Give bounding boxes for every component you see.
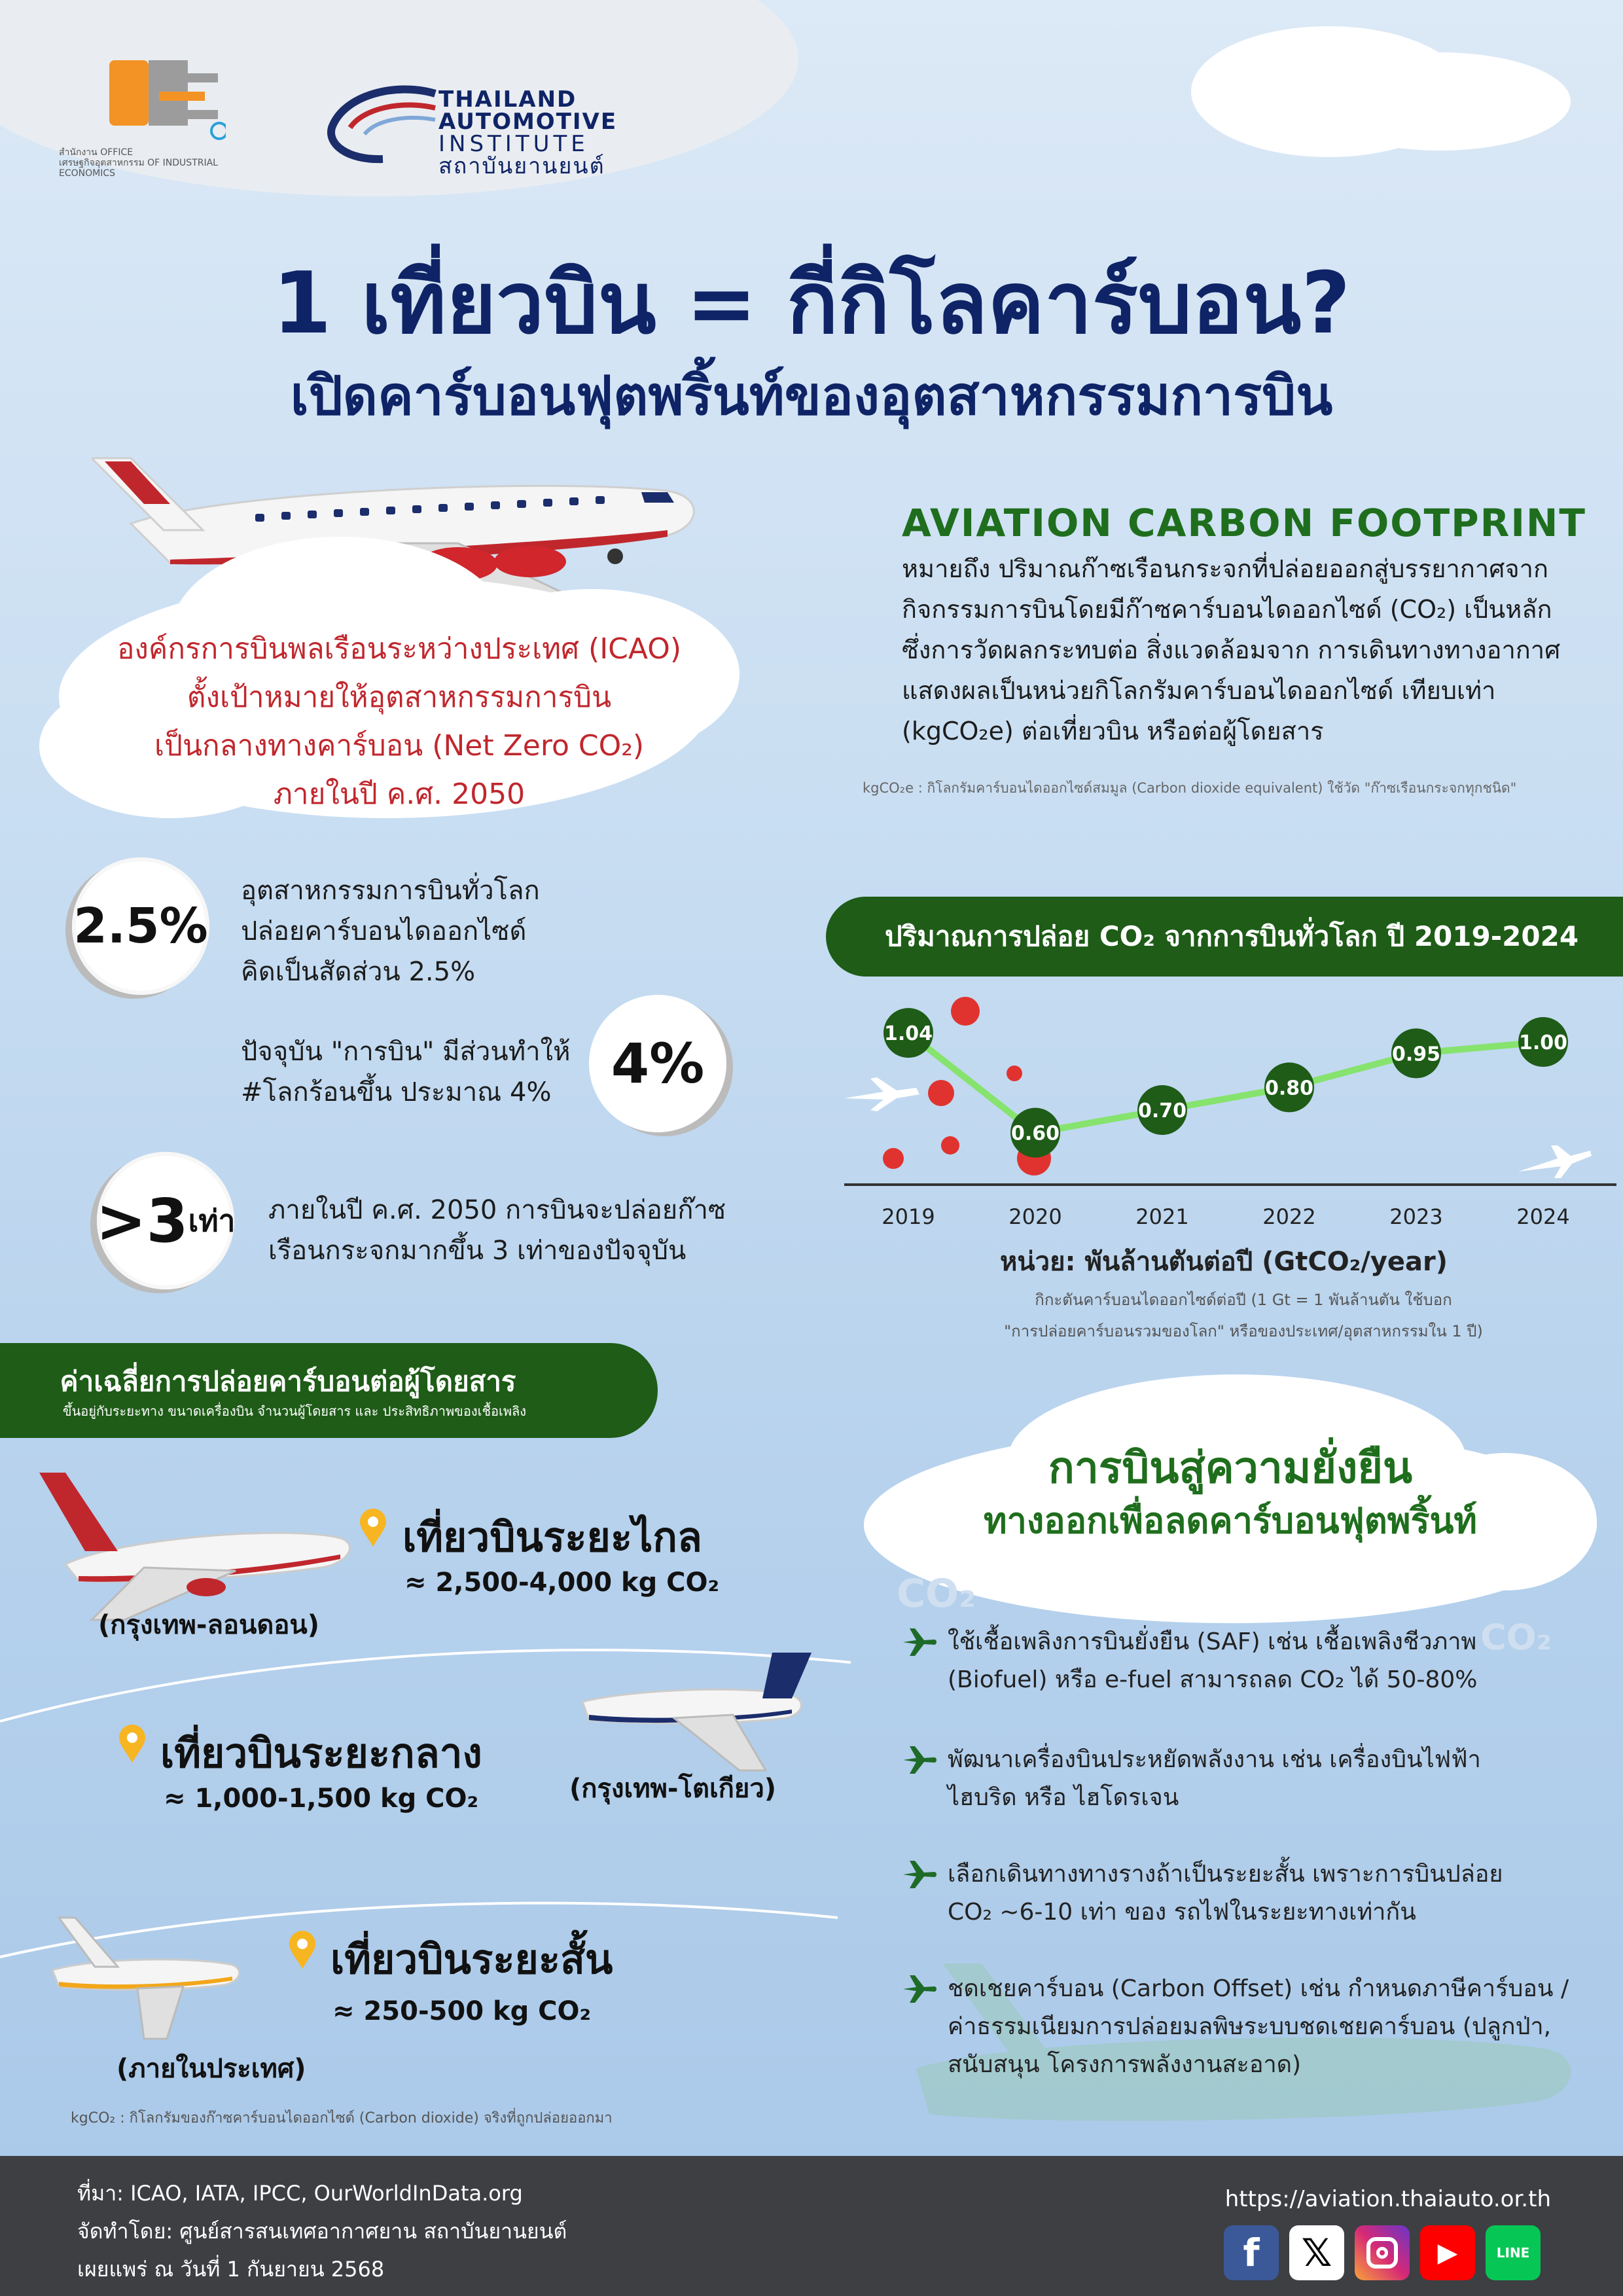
- chart-tick-label: 2023: [1389, 1204, 1443, 1229]
- stat-circle-2-5: 2.5%: [72, 857, 209, 995]
- airplane-bullet-icon: [902, 1627, 937, 1657]
- airplane-bullet-icon: [902, 1974, 937, 2004]
- stat-circle-4: 4%: [589, 995, 726, 1132]
- icao-text: องค์กรการบินพลเรือนระหว่างประเทศ (ICAO) ตั้งเป้าหมายให้อุตสาหกรรมการบิน เป็นกลางทางคาร์บอน (Net Zero CO₂) ภายในปี ค.ศ. 2050: [116, 632, 682, 811]
- line-icon[interactable]: LINE: [1486, 2225, 1541, 2280]
- definition-note: kgCO₂e : กิโลกรัมคาร์บอนไดออกไซด์สมมูล (Carbon dioxide equivalent) ใช้วัด "ก๊าซเรือนกระจกทุกชนิด": [863, 780, 1517, 796]
- youtube-icon[interactable]: ▶: [1420, 2225, 1475, 2280]
- chart-value-label: 1.00: [1518, 1031, 1568, 1054]
- flight-medium-city: (กรุงเทพ-โตเกียว): [569, 1774, 777, 1804]
- facebook-icon[interactable]: f: [1224, 2225, 1279, 2280]
- location-pin-icon: [288, 1931, 317, 1970]
- flight-long-title: เที่ยวบินระยะไกล: [402, 1513, 702, 1561]
- plane-long-haul: [39, 1466, 353, 1623]
- chart-value-label: 0.80: [1264, 1077, 1314, 1100]
- location-pin-icon: [118, 1725, 147, 1764]
- chart-note: กิกะตันคาร์บอนไดออกไซด์ต่อปี (1 Gt = 1 พันล้านตัน ใช้บอก "การปล่อยคาร์บอนรวมของโลก" หรือของประเทศ/อุตสาหกรรมใน 1 ปี): [1004, 1291, 1483, 1340]
- definition-text: หมายถึง ปริมาณก๊าซเรือนกระจกที่ปล่อยออกสู่บรรยากาศจาก กิจกรรมการบินโดยมีก๊าซคาร์บอนไดออกไซด์ (CO₂) เป็นหลัก ซึ่งการวัดผลกระทบต่อ สิ่งแวดล้อมจาก การเดินทางทางอากาศ แสดงผลเป็นหน่วยกิโลกรัมคาร์บอนไดออกไซด์ เทียบเท่า (kgCO₂e) ต่อเที่ยวบิน หรือต่อผู้โดยสาร: [902, 554, 1561, 745]
- chart-series-line: [908, 1033, 1543, 1133]
- oie-logo: [108, 59, 226, 157]
- passenger-banner: ค่าเฉลี่ยการปล่อยคาร์บอนต่อผู้โดยสาร ขึ้นอยู่กับระยะทาง ขนาดเครื่องบิน จำนวนผู้โดยสาร และ ประสิทธิภาพของเชื้อเพลิง: [0, 1343, 658, 1438]
- sustain-item: ใช้เชื้อเพลิงการบินยั่งยืน (SAF) เช่น เชื้อเพลิงชีวภาพ (Biofuel) หรือ e-fuel สามารถลด CO₂ ได้ 50-80%: [948, 1628, 1478, 1693]
- chart-xlabel: หน่วย: พันล้านตันต่อปี (GtCO₂/year): [999, 1247, 1448, 1277]
- chart-value-label: 1.04: [883, 1022, 933, 1046]
- flight-short-title: เที่ยวบินระยะสั้น: [330, 1935, 613, 1983]
- flight-medium-value: ≈ 1,000-1,500 kg CO₂: [164, 1784, 479, 1814]
- page-subtitle: เปิดคาร์บอนฟุตพริ้นท์ของอุตสาหกรรมการบิน: [290, 365, 1333, 427]
- plane-icons: [844, 1077, 1592, 1178]
- co2-watermark: CO₂: [1480, 1617, 1552, 1658]
- location-pin-icon: [359, 1509, 387, 1548]
- plane-short-haul: [46, 1911, 242, 2042]
- sustain-item: พัฒนาเครื่องบินประหยัดพลังงาน เช่น เครื่องบินไฟฟ้า ไฮบริด หรือ ไฮโดรเจน: [948, 1746, 1481, 1811]
- chart-value-label: 0.95: [1391, 1043, 1441, 1066]
- stat-circle-3x: >3 เท่า: [97, 1152, 234, 1289]
- flight-short-city: (ภายในประเทศ): [116, 2054, 306, 2084]
- sustain-item: ชดเชยคาร์บอน (Carbon Offset) เช่น กำหนดภาษีคาร์บอน / ค่าธรรมเนียมการปล่อยมลพิษระบบชดเชยคาร์บอน (ปลูกป่า, สนับสนุน โครงการพลังงานสะอาด): [948, 1975, 1569, 2078]
- chart-title: ปริมาณการปล่อย CO₂ จากการบินทั่วโลก ปี 2019-2024: [826, 897, 1623, 977]
- chart-value-label: 0.70: [1137, 1100, 1187, 1122]
- stat-text-3x: ภายในปี ค.ศ. 2050 การบินจะปล่อยก๊าซ เรือนกระจกมากขึ้น 3 เท่าของปัจจุบัน: [268, 1195, 726, 1266]
- sustain-title: การบินสู่ความยั่งยืน: [1048, 1443, 1413, 1493]
- stat-text-4: ปัจจุบัน "การบิน" มีส่วนทำให้ #โลกร้อนขึ้น ประมาณ 4%: [241, 1037, 571, 1107]
- chart-tick-label: 2024: [1516, 1204, 1570, 1229]
- oie-text: สำนักงาน OFFICE เศรษฐกิจอุตสาหกรรม OF INDUSTRIAL ECONOMICS: [59, 147, 218, 179]
- chart-value-label: 0.60: [1010, 1122, 1060, 1145]
- tai-logo: [324, 82, 442, 167]
- sustain-subtitle: ทางออกเพื่อลดคาร์บอนฟุตพริ้นท์: [984, 1500, 1477, 1541]
- airplane-bullet-icon: [902, 1745, 937, 1775]
- flight-long-value: ≈ 2,500-4,000 kg CO₂: [404, 1568, 720, 1598]
- flight-short-value: ≈ 250-500 kg CO₂: [332, 1996, 591, 2026]
- plane-medium-haul: [576, 1649, 812, 1774]
- tai-text: THAILAND AUTOMOTIVE INSTITUTE สถาบันยานยนต์: [438, 86, 618, 179]
- airplane-bullet-icon: [902, 1859, 937, 1890]
- stat-text-2-5: อุตสาหกรรมการบินทั่วโลก ปล่อยคาร์บอนไดออกไซด์ คิดเป็นสัดส่วน 2.5%: [241, 876, 540, 987]
- footer-credits: ที่มา: ICAO, IATA, IPCC, OurWorldInData.org จัดทำโดย: ศูนย์สารสนเทศอากาศยาน สถาบันยานยนต์ เผยแพร่ ณ วันที่ 1 กันยายน 2568: [77, 2181, 567, 2282]
- co2-watermark: CO₂: [897, 1571, 976, 1617]
- chart-tick-label: 2019: [882, 1204, 935, 1229]
- flight-medium-title: เที่ยวบินระยะกลาง: [160, 1729, 482, 1777]
- x-icon[interactable]: 𝕏: [1289, 2225, 1344, 2280]
- chart-tick-label: 2021: [1135, 1204, 1189, 1229]
- co2-chart: [825, 982, 1623, 1257]
- passenger-note: kgCO₂ : กิโลกรัมของก๊าซคาร์บอนไดออกไซด์ (Carbon dioxide) จริงที่ถูกปล่อยออกมา: [71, 2110, 613, 2126]
- page-title: 1 เที่ยวบิน = กี่กิโลคาร์บอน?: [272, 253, 1351, 353]
- bg-cloud: [1309, 52, 1571, 151]
- chart-tick-label: 2022: [1262, 1204, 1316, 1229]
- flight-long-city: (กรุงเทพ-ลอนดอน): [98, 1610, 320, 1640]
- footer-url-link[interactable]: https://aviation.thaiauto.or.th: [1224, 2186, 1551, 2212]
- sustain-item: เลือกเดินทางทางรางถ้าเป็นระยะสั้น เพราะการบินปล่อย CO₂ ~6-10 เท่า ของ รถไฟในระยะทางเท่ากัน: [948, 1861, 1503, 1926]
- chart-tick-label: 2020: [1008, 1204, 1062, 1229]
- instagram-icon[interactable]: [1355, 2225, 1410, 2280]
- definition-heading: AVIATION CARBON FOOTPRINT: [902, 501, 1586, 545]
